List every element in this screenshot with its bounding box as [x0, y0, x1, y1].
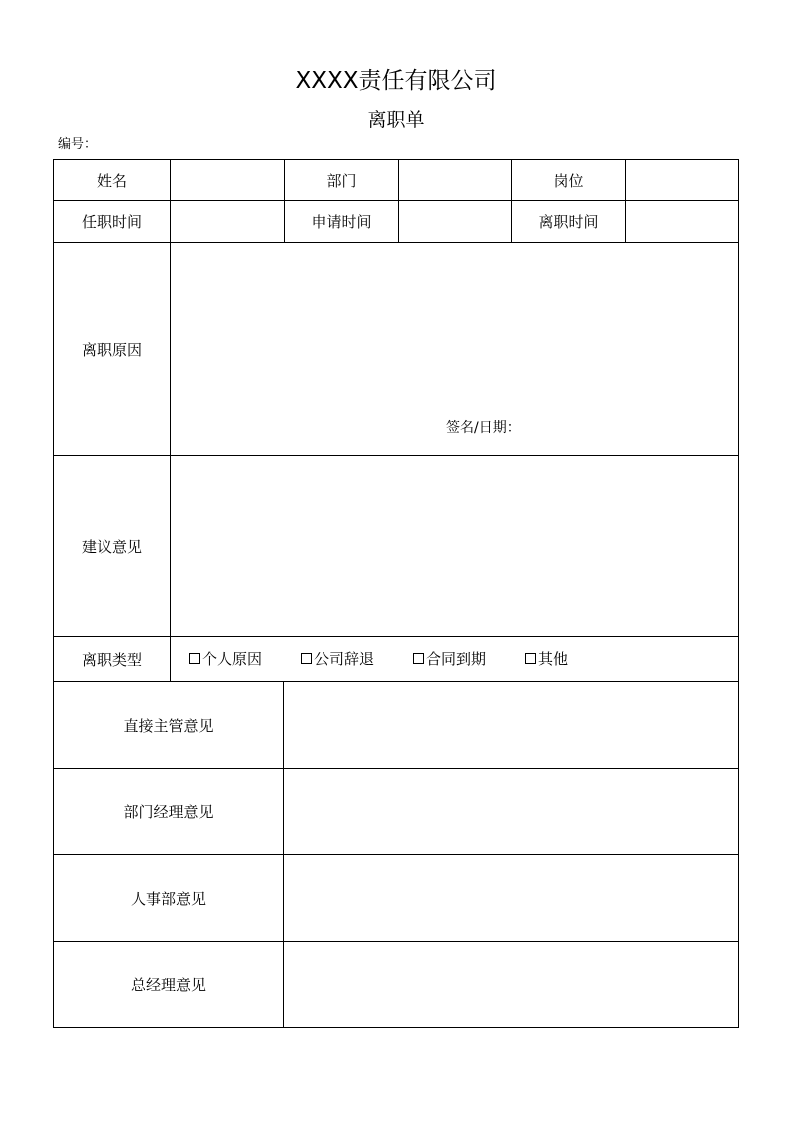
hire-date-label: 任职时间 [81, 213, 142, 231]
hr-opinion-field[interactable] [284, 855, 738, 941]
position-field[interactable] [626, 160, 738, 200]
leave-type-label: 离职类型 [81, 650, 142, 669]
dept-manager-opinion-label: 部门经理意见 [123, 803, 214, 821]
apply-date-field[interactable] [399, 201, 511, 242]
leave-date-label: 离职时间 [538, 213, 599, 231]
apply-date-label: 申请时间 [311, 213, 372, 231]
checkbox-icon[interactable] [189, 653, 200, 664]
checkbox-icon[interactable] [413, 653, 424, 664]
reason-label: 离职原因 [81, 340, 142, 359]
signature-date-label: 签名/日期： [446, 420, 521, 436]
leave-type-option-other[interactable] [525, 647, 568, 669]
supervisor-opinion-field[interactable] [284, 682, 738, 768]
serial-number-label: 编号： [58, 137, 98, 152]
option-label: 公司辞退 [314, 649, 375, 668]
form-title: 离职单 [367, 109, 425, 131]
leave-date-field[interactable] [626, 201, 738, 242]
general-manager-opinion-label: 总经理意见 [130, 976, 206, 994]
department-field[interactable] [399, 160, 511, 200]
name-label: 姓名 [96, 171, 127, 190]
suggestion-label: 建议意见 [81, 537, 142, 556]
checkbox-icon[interactable] [301, 653, 312, 664]
leave-type-option-contract-expired[interactable] [413, 647, 486, 669]
company-name: XXXX责任有限公司 [295, 68, 497, 94]
hr-opinion-label: 人事部意见 [130, 889, 206, 908]
leave-type-option-personal[interactable] [189, 647, 262, 669]
option-label: 个人原因 [202, 649, 263, 668]
position-label: 岗位 [553, 171, 584, 190]
name-field[interactable] [171, 160, 284, 200]
option-label: 其他 [538, 649, 569, 668]
department-label: 部门 [326, 171, 357, 190]
general-manager-opinion-field[interactable] [284, 942, 738, 1027]
leave-type-option-dismissed[interactable] [301, 647, 374, 669]
hire-date-field[interactable] [171, 201, 284, 242]
suggestion-field[interactable] [171, 456, 738, 636]
supervisor-opinion-label: 直接主管意见 [123, 716, 214, 735]
dept-manager-opinion-field[interactable] [284, 769, 738, 854]
checkbox-icon[interactable] [525, 653, 536, 664]
option-label: 合同到期 [426, 649, 487, 668]
